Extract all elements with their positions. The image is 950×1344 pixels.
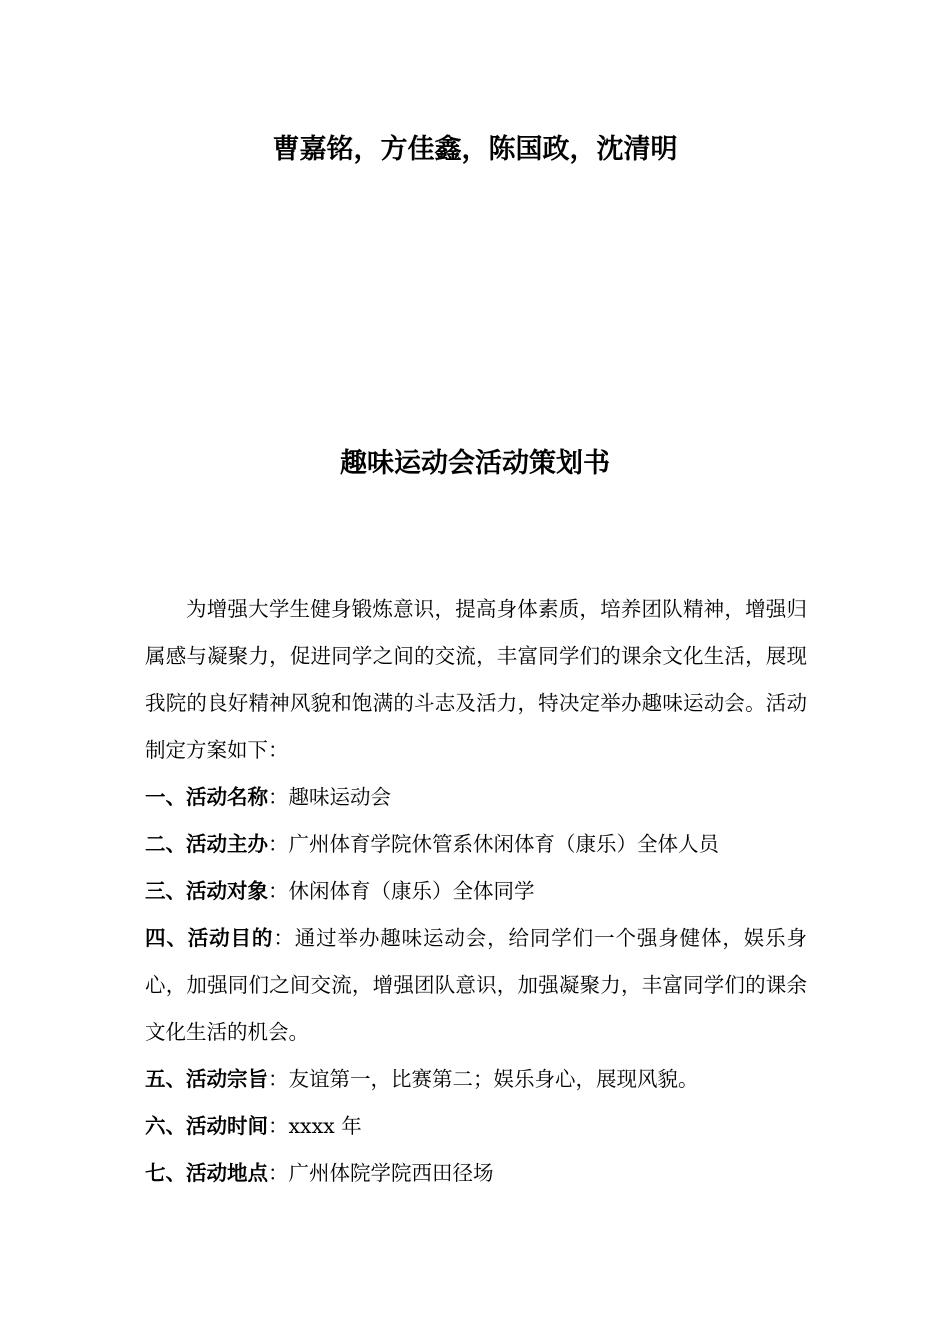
item-separator: ：	[268, 1067, 289, 1091]
item-value: 广州体育学院休管系休闲体育（康乐）全体人员	[288, 832, 719, 856]
item-activity-tenet	[145, 1056, 807, 1103]
item-activity-audience	[145, 868, 807, 915]
intro-paragraph: 为增强大学生健身锻炼意识，提高身体素质，培养团队精神，增强归属感与凝聚力，促进同学之间的交流，丰富同学们的课余文化生活，展现我院的良好精神风貌和饱满的斗志及活力，特决定举办趣味运动会。活动制定方案如下：	[145, 597, 807, 762]
item-label: 六、活动时间	[145, 1114, 268, 1138]
item-value: 休闲体育（康乐）全体同学	[288, 879, 535, 903]
document-title: 趣味运动会活动策划书	[340, 448, 610, 479]
item-value: xxxx 年	[288, 1114, 362, 1138]
item-value: 通过举办趣味运动会，给同学们一个强身健体，娱乐身心，加强同们之间交流，增强团队意识，加强凝聚力，丰富同学们的课余文化生活的机会。	[145, 926, 808, 1044]
item-separator: ：	[268, 785, 289, 809]
item-value: 广州体院学院西田径场	[288, 1161, 494, 1185]
item-separator: ：	[273, 926, 295, 950]
item-label: 七、活动地点	[145, 1161, 268, 1185]
item-activity-organizer	[145, 821, 807, 868]
item-value: 趣味运动会	[288, 785, 391, 809]
item-label: 四、活动目的	[145, 926, 274, 950]
document-body	[145, 586, 807, 1197]
item-separator: ：	[268, 832, 289, 856]
item-separator: ：	[268, 1161, 289, 1185]
item-separator: ：	[268, 879, 289, 903]
item-separator: ：	[268, 1114, 289, 1138]
item-label: 三、活动对象	[145, 879, 268, 903]
item-activity-location	[145, 1150, 807, 1197]
item-label: 五、活动宗旨	[145, 1067, 268, 1091]
item-value: 友谊第一，比赛第二；娱乐身心，展现风貌。	[288, 1067, 699, 1091]
item-activity-time	[145, 1103, 807, 1150]
author-list: 曹嘉铭，方佳鑫，陈国政，沈清明	[272, 134, 678, 165]
item-activity-purpose	[145, 915, 807, 1056]
item-label: 一、活动名称	[145, 785, 268, 809]
item-activity-name	[145, 774, 807, 821]
item-label: 二、活动主办	[145, 832, 268, 856]
